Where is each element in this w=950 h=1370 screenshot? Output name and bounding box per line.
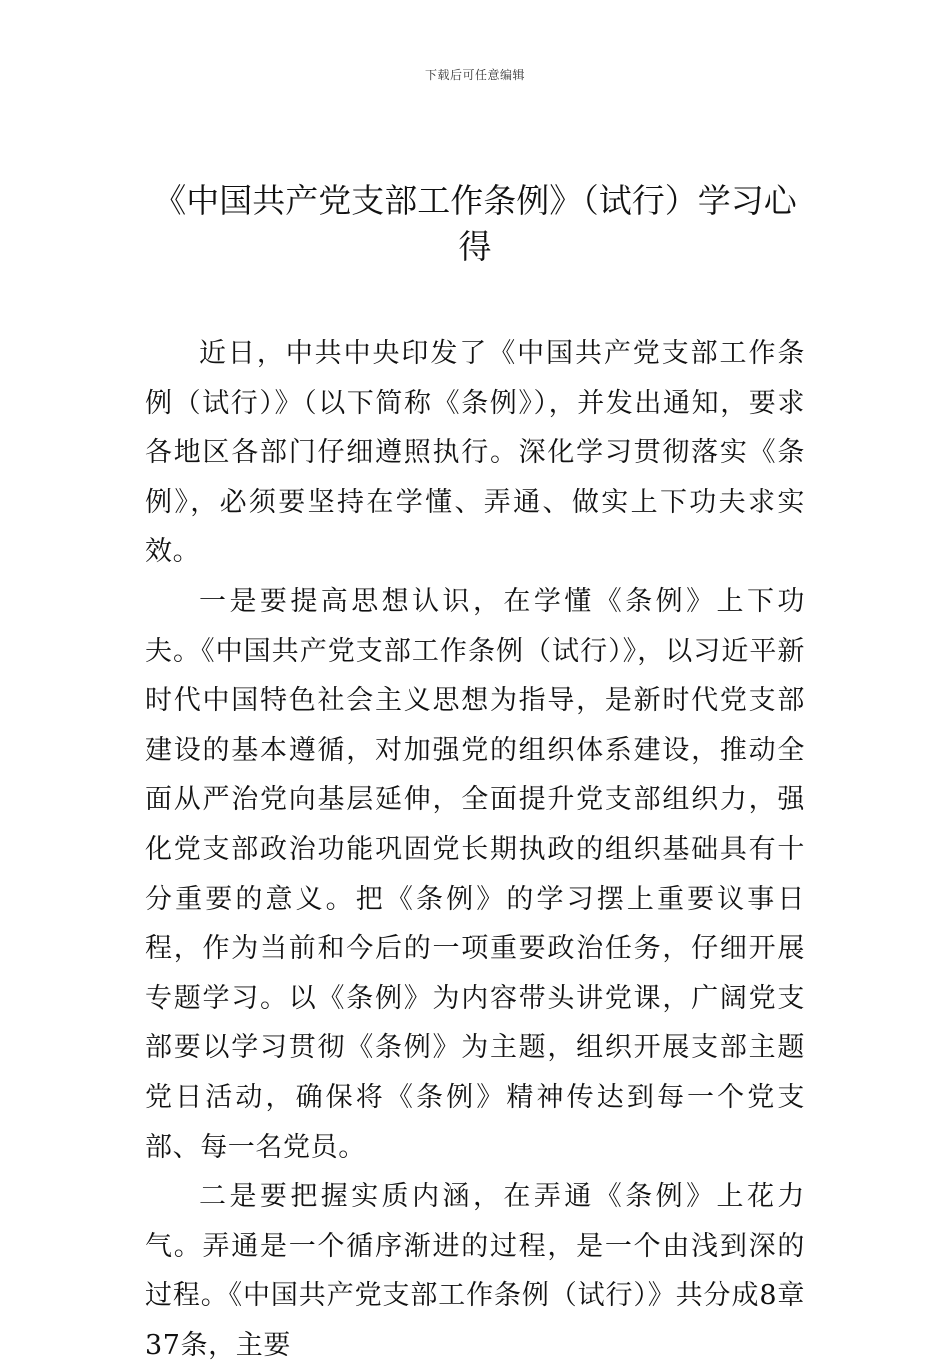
paragraph-intro: 近日，中共中央印发了《中国共产党支部工作条例（试行）》（以下简称《条例》），并发出通知，要求各地区各部门仔细遵照执行。深化学习贯彻落实《条例》，必须要坚持在学懂、弄通、做实上下功夫求实效。: [145, 338, 805, 568]
header-note: 下载后可任意编辑: [424, 68, 525, 82]
document-title: 《中国共产党支部工作条例》（试行）学习心得: [153, 181, 797, 266]
paragraph-point-two: 二是要把握实质内涵，在弄通《条例》上花力气。弄通是一个循序渐进的过程，是一个由浅到深的过程。《中国共产党支部工作条例（试行）》共分成8章37条，主要: [145, 1181, 805, 1361]
document-body: [145, 329, 805, 1370]
paragraph-point-one: 一是要提高思想认识，在学懂《条例》上下功夫。《中国共产党支部工作条例（试行）》，以习近平新时代中国特色社会主义思想为指导，是新时代党支部建设的基本遵循，对加强党的组织体系建设，推动全面从严治党向基层延伸，全面提升党支部组织力，强化党支部政治功能巩固党长期执政的组织基础具有十分重要的意义。把《条例》的学习摆上重要议事日程，作为当前和今后的一项重要政治任务，仔细开展专题学习。以《条例》为内容带头讲党课，广阔党支部要以学习贯彻《条例》为主题，组织开展支部主题党日活动，确保将《条例》精神传达到每一个党支部、每一名党员。: [145, 585, 805, 1163]
